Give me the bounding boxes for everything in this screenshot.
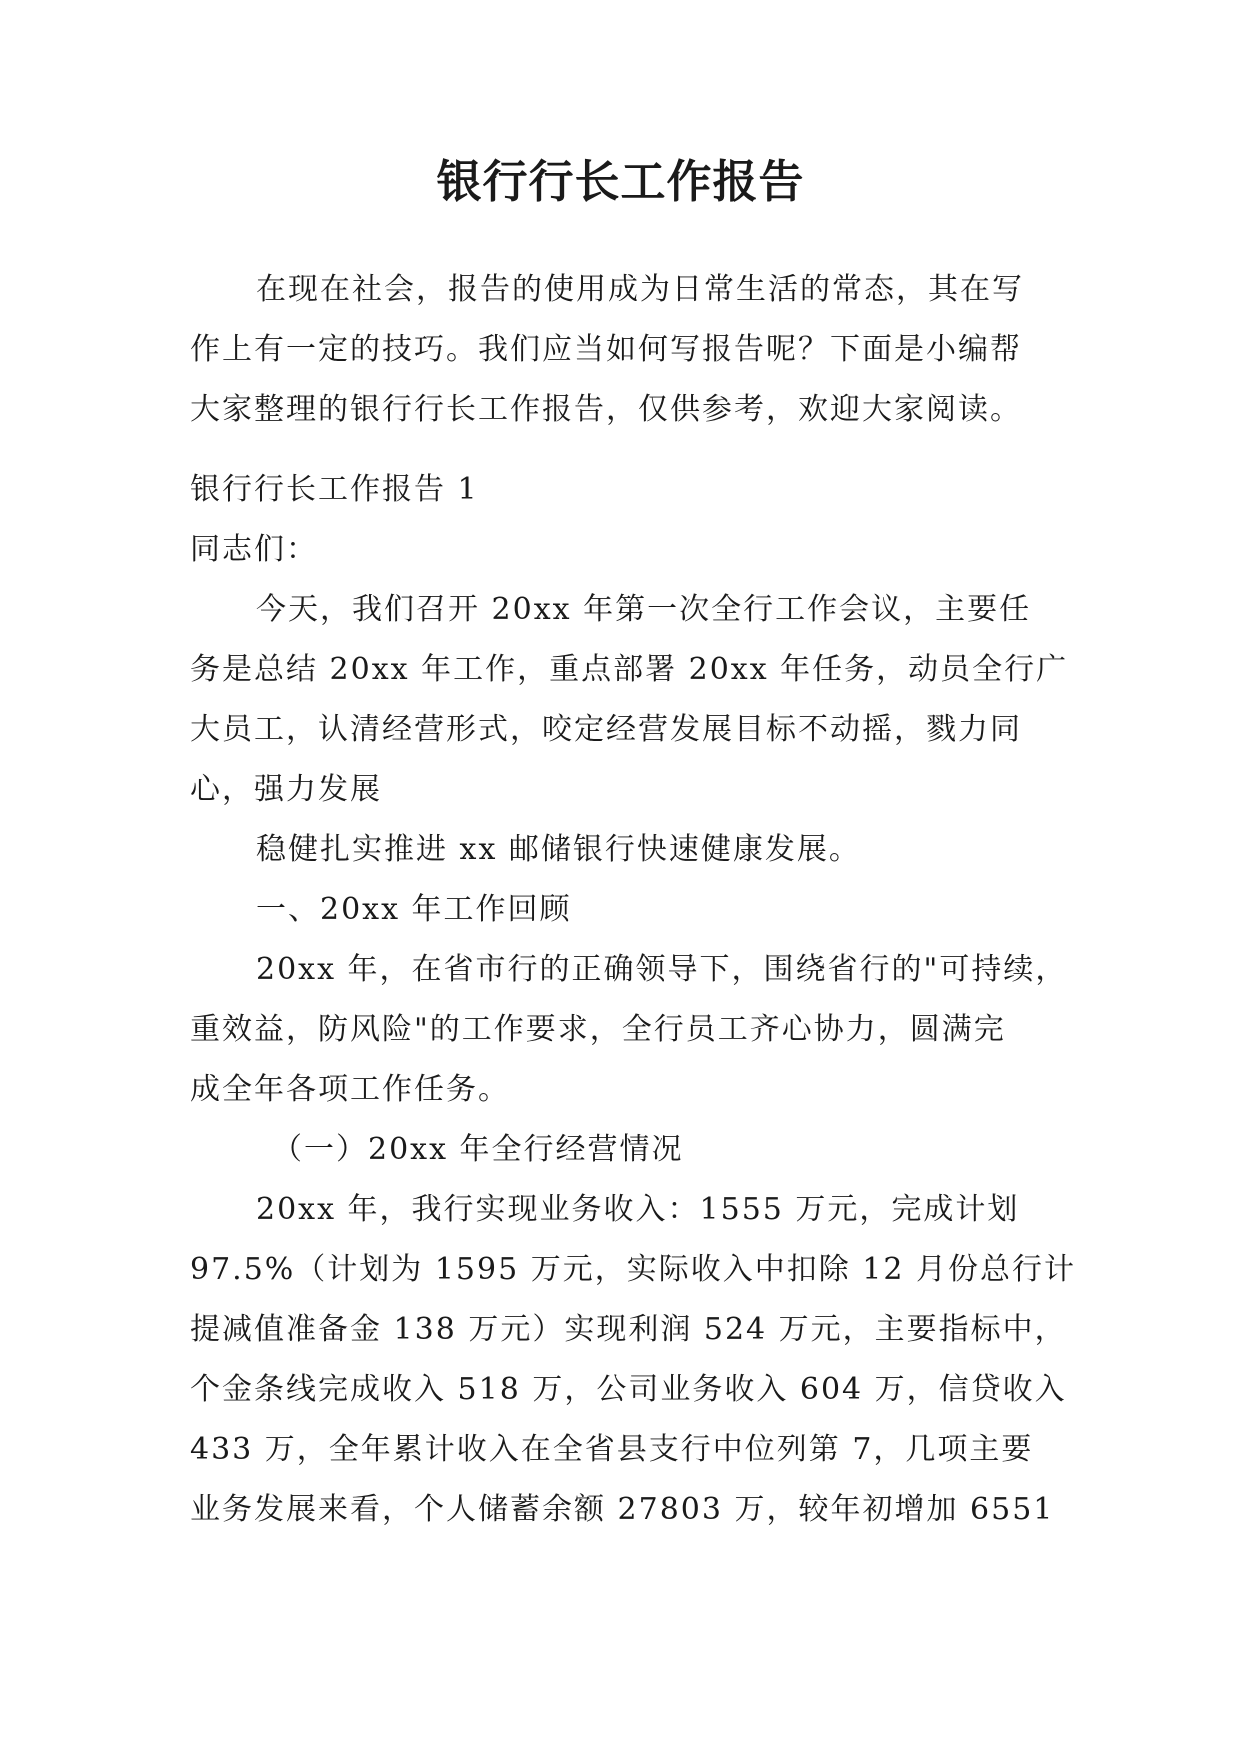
text-line: 成全年各项工作任务。 bbox=[190, 1072, 510, 1107]
text-line: 97.5%（计划为 1595 万元，实际收入中扣除 12 月份总行计 bbox=[190, 1252, 1076, 1287]
text-line: 作上有一定的技巧。我们应当如何写报告呢？下面是小编帮 bbox=[190, 332, 1022, 367]
text-line: 大家整理的银行行长工作报告，仅供参考，欢迎大家阅读。 bbox=[190, 392, 1022, 427]
intro-paragraph bbox=[190, 260, 1070, 440]
text-line: 大员工，认清经营形式，咬定经营发展目标不动摇，戮力同 bbox=[190, 712, 1022, 747]
section-heading: 银行行长工作报告 1 bbox=[190, 472, 479, 507]
text-line: 今天，我们召开 20xx 年第一次全行工作会议，主要任 bbox=[256, 592, 1032, 627]
heading-1: 一、20xx 年工作回顾 bbox=[256, 892, 572, 927]
text-line: 20xx 年，在省市行的正确领导下，围绕省行的"可持续， bbox=[256, 952, 1068, 987]
text-line: 稳健扎实推进 xx 邮储银行快速健康发展。 bbox=[256, 832, 861, 867]
document-title: 银行行长工作报告 bbox=[436, 155, 805, 208]
text-line: 433 万，全年累计收入在全省县支行中位列第 7，几项主要 bbox=[190, 1432, 1034, 1467]
text-line: 业务发展来看，个人储蓄余额 27803 万，较年初增加 6551 bbox=[190, 1492, 1055, 1527]
text-line: 心，强力发展 bbox=[190, 772, 382, 807]
report-body bbox=[190, 460, 1076, 1540]
text-line: 重效益，防风险"的工作要求，全行员工齐心协力，圆满完 bbox=[190, 1012, 1006, 1047]
text-line: 在现在社会，报告的使用成为日常生活的常态，其在写 bbox=[256, 272, 1024, 307]
subheading-1: （一）20xx 年全行经营情况 bbox=[272, 1132, 684, 1167]
salutation: 同志们： bbox=[190, 532, 318, 567]
text-line: 个金条线完成收入 518 万，公司业务收入 604 万，信贷收入 bbox=[190, 1372, 1067, 1407]
text-line: 提减值准备金 138 万元）实现利润 524 万元，主要指标中， bbox=[190, 1312, 1067, 1347]
text-line: 务是总结 20xx 年工作，重点部署 20xx 年任务，动员全行广 bbox=[190, 652, 1069, 687]
text-line: 20xx 年，我行实现业务收入：1555 万元，完成计划 bbox=[256, 1192, 1020, 1227]
